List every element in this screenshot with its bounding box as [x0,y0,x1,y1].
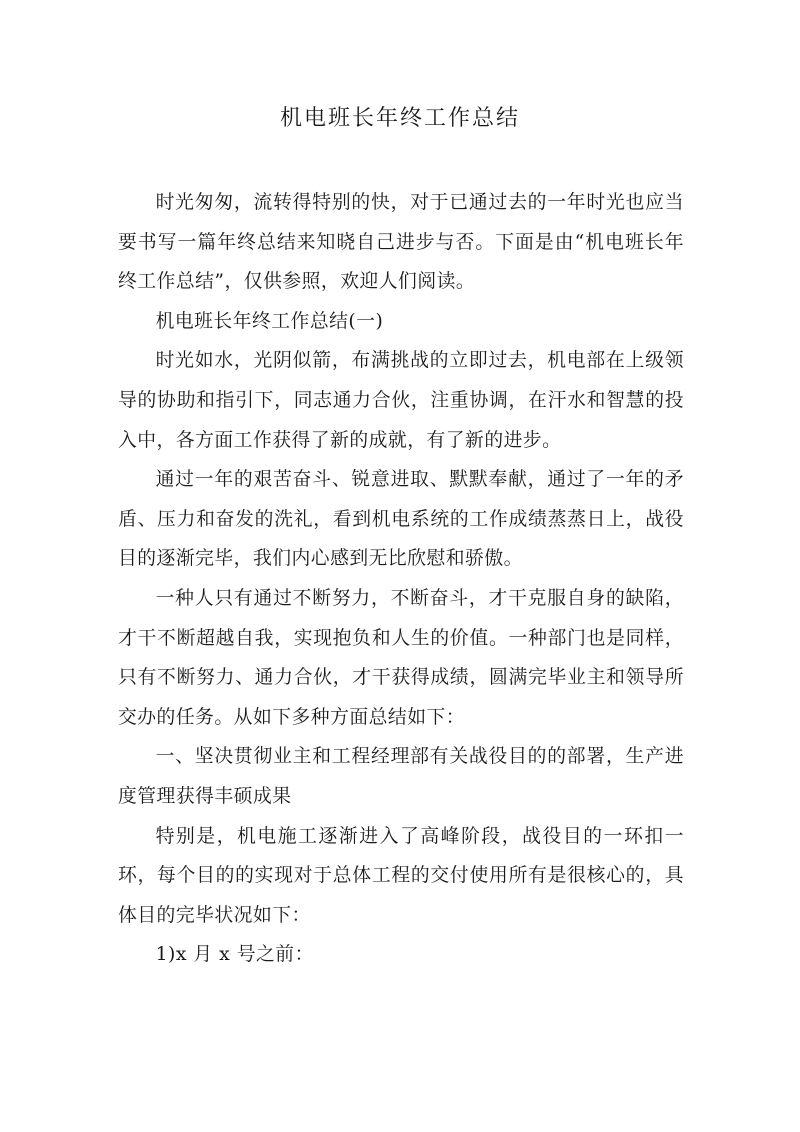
list-item: 1)x 月 x 号之前： [155,944,314,966]
paragraph: 时光如水，光阴似箭，布满挑战的立即过去，机电部在上级领导的协助和指引下，同志通力合伙，注重协调，在汗水和智慧的投入中，各方面工作获得了新的成就，有了新的进步。 [118,350,684,451]
paragraph: 特别是，机电施工逐渐进入了高峰阶段，战役目的一环扣一环，每个目的的实现对于总体工程的交付使用所有是很核心的，具体目的完毕状况如下： [118,825,684,926]
subsection-heading: 一、坚决贯彻业主和工程经理部有关战役目的的部署，生产进度管理获得丰硕成果 [118,746,684,807]
paragraph: 通过一年的艰苦奋斗、锐意进取、默默奉献，通过了一年的矛盾、压力和奋发的洗礼，看到机电系统的工作成绩蒸蒸日上，战役目的逐渐完毕，我们内心感到无比欣慰和骄傲。 [118,469,684,570]
document-title: 机电班长年终工作总结 [279,106,520,131]
section-heading: 机电班长年终工作总结(一) [155,310,384,332]
paragraph-intro: 时光匆匆，流转得特别的快，对于已通过去的一年时光也应当要书写一篇年终总结来知晓自己进步与否。下面是由“机电班长年终工作总结”，仅供参照，欢迎人们阅读。 [118,192,684,293]
document-body [118,183,684,975]
paragraph: 一种人只有通过不断努力，不断奋斗，才干克服自身的缺陷，才干不断超越自我，实现抱负和人生的价值。一种部门也是同样，只有不断努力、通力合伙，才干获得成绩，圆满完毕业主和领导所交办的任务。从如下多种方面总结如下： [118,587,684,728]
